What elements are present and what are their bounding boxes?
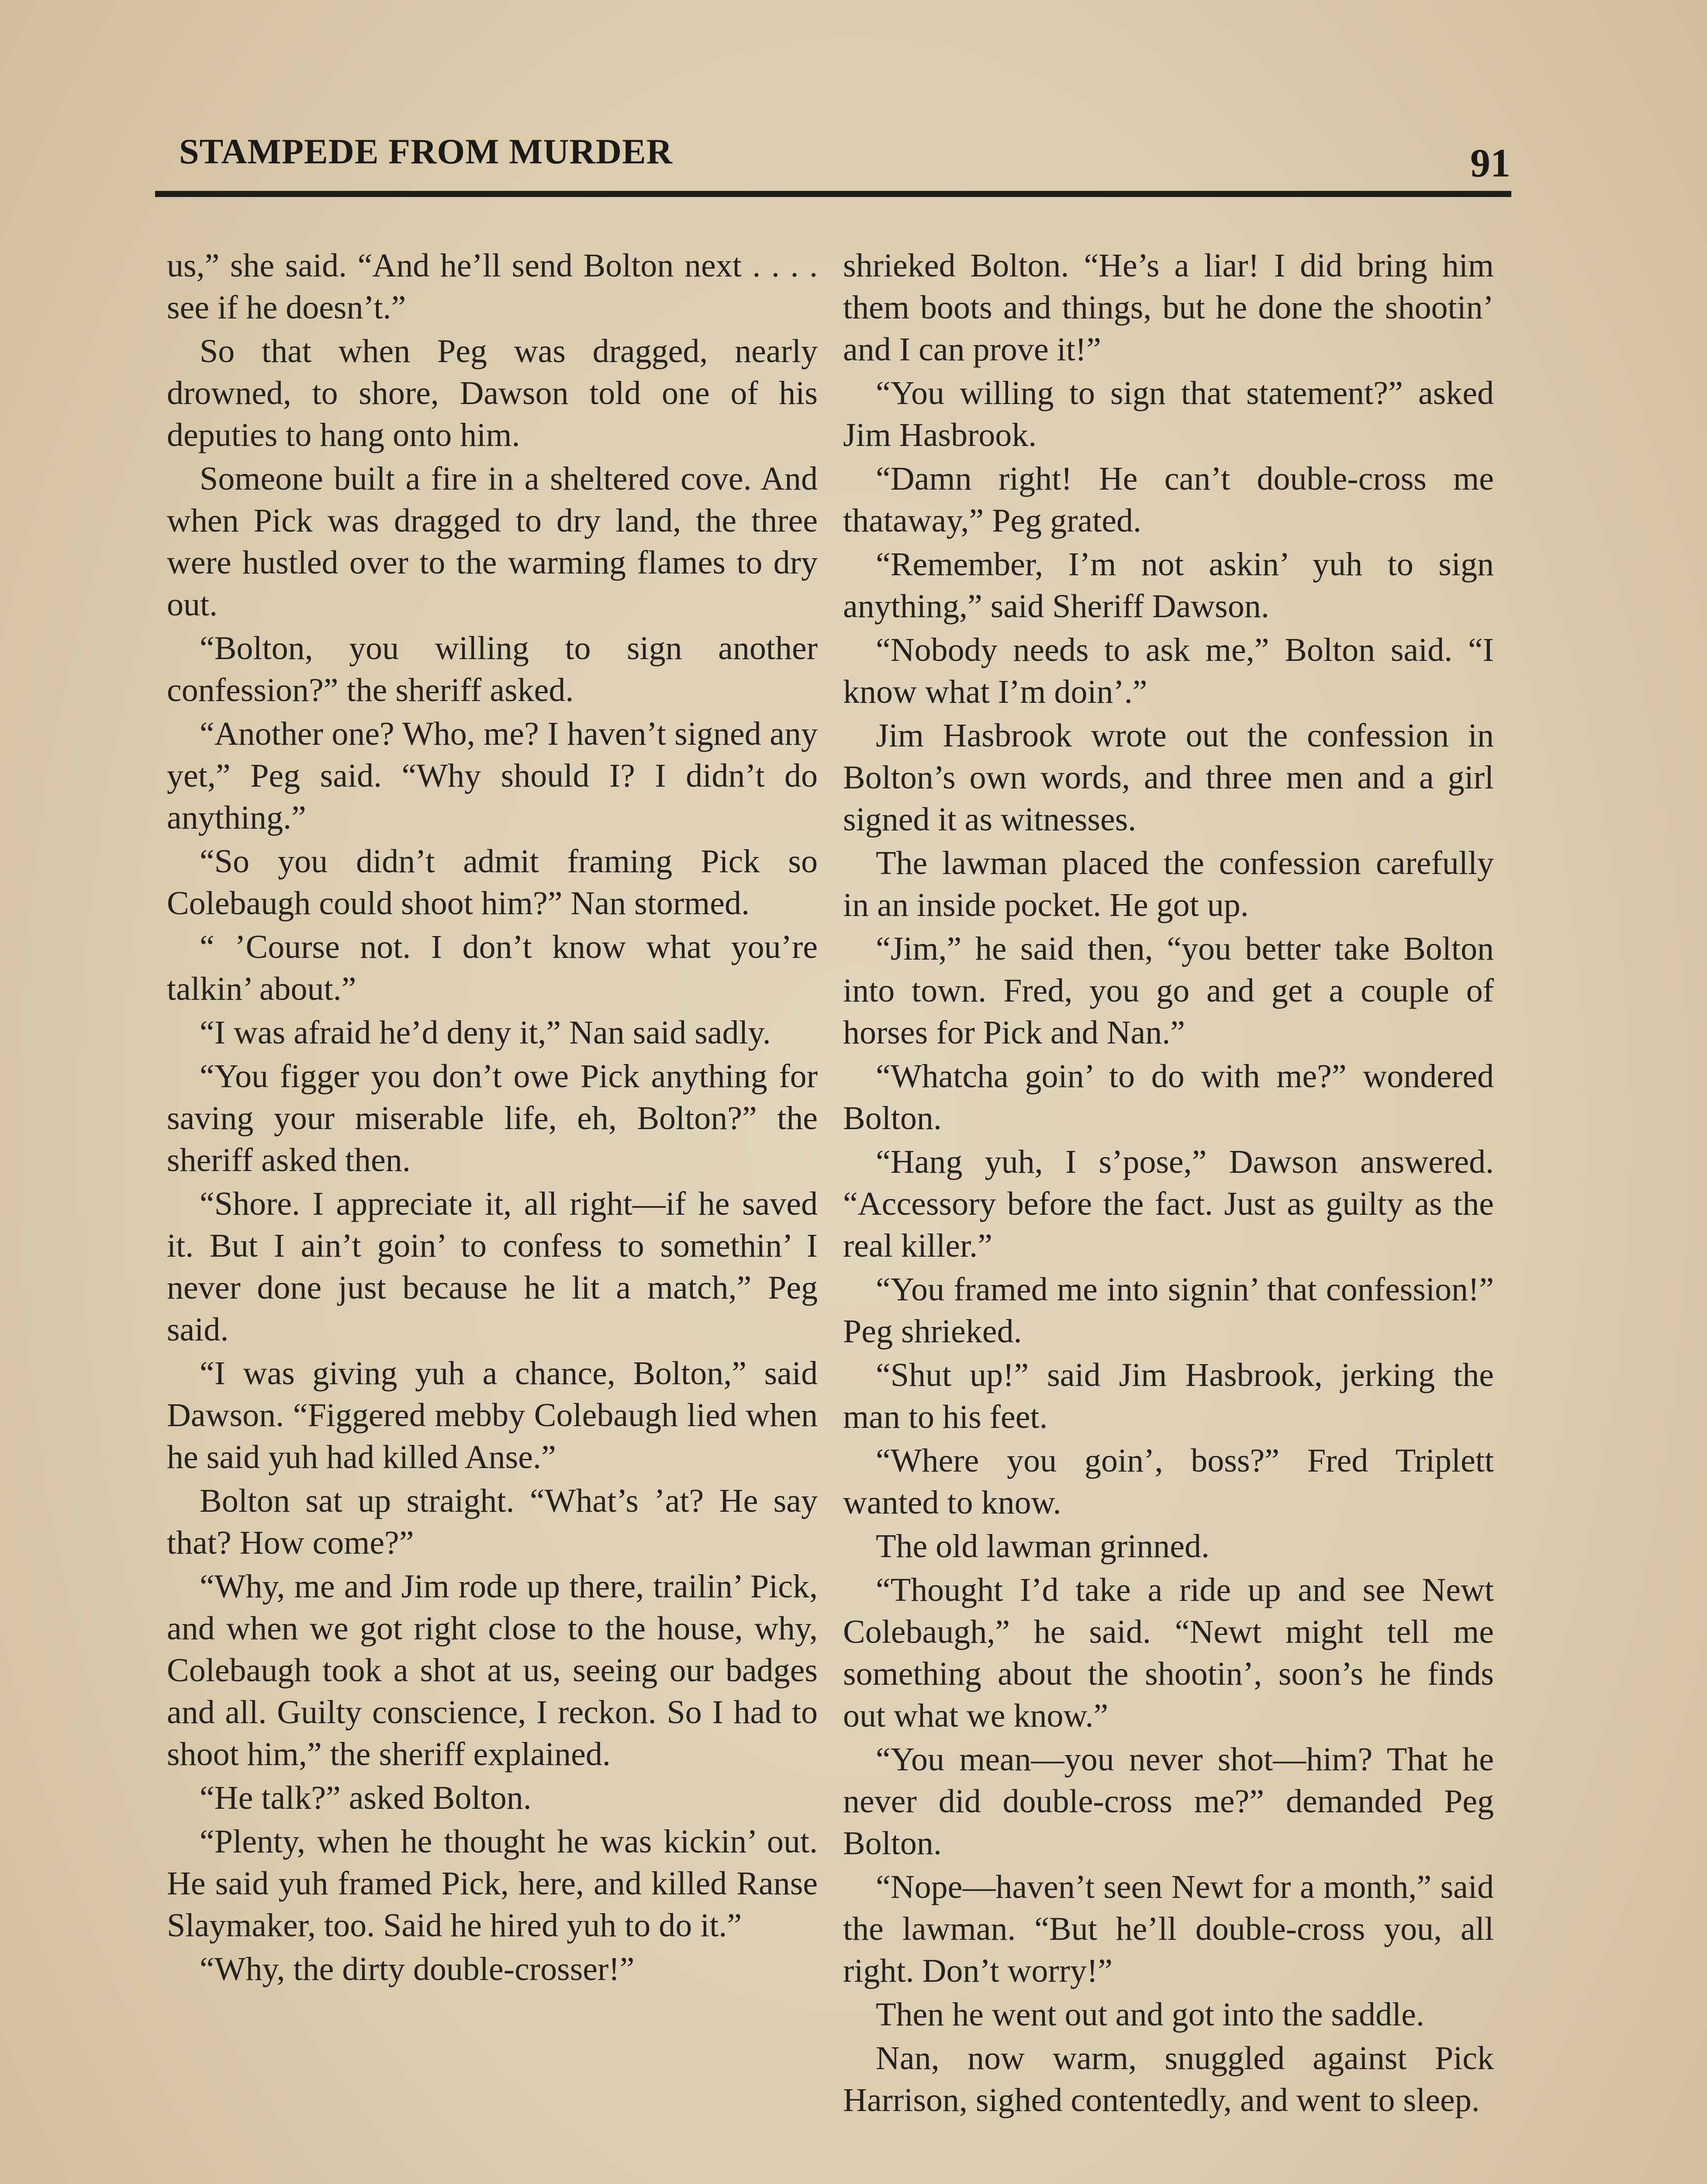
paragraph: “Thought I’d take a ride up and see Newt Colebaugh,” he said. “Newt might tell me something about the shootin’, soon’s he finds out what we know.”	[843, 1572, 1494, 1734]
paragraph: “I was afraid he’d deny it,” Nan said sadly.	[200, 1014, 771, 1051]
paragraph: Nan, now warm, snuggled against Pick Harrison, sighed contentedly, and went to sleep.	[843, 2040, 1494, 2118]
paragraph: “So you didn’t admit framing Pick so Colebaugh could shoot him?” Nan stormed.	[167, 843, 818, 922]
paragraph: “You willing to sign that statement?” asked Jim Hasbrook.	[843, 375, 1494, 453]
left-text-column	[167, 245, 818, 1992]
paragraph: shrieked Bolton. “He’s a liar! I did bring him them boots and things, but he done the shootin’ and I can prove it!”	[843, 247, 1494, 368]
paragraph: “Why, the dirty double-crosser!”	[200, 1951, 635, 1987]
paragraph: Bolton sat up straight. “What’s ’at? He say that? How come?”	[167, 1482, 818, 1561]
paragraph: “Jim,” he said then, “you better take Bolton into town. Fred, you go and get a couple of horses for Pick and Nan.”	[843, 930, 1494, 1051]
paragraph: “Bolton, you willing to sign another confession?” the sheriff asked.	[167, 630, 818, 708]
paragraph: The lawman placed the confession carefully in an inside pocket. He got up.	[843, 845, 1494, 923]
paragraph: So that when Peg was dragged, nearly drowned, to shore, Dawson told one of his deputies to hang onto him.	[167, 333, 818, 453]
running-header-title: STAMPEDE FROM MURDER	[179, 131, 673, 171]
paragraph: “Where you goin’, boss?” Fred Triplett wanted to know.	[843, 1442, 1494, 1521]
paragraph: “ ’Course not. I don’t know what you’re talkin’ about.”	[167, 929, 818, 1007]
paragraph: “You framed me into signin’ that confession!” Peg shrieked.	[843, 1271, 1494, 1350]
paragraph: “Hang yuh, I s’pose,” Dawson answered. “Accessory before the fact. Just as guilty as the real killer.”	[843, 1144, 1494, 1264]
paragraph: “Nope—haven’t seen Newt for a month,” said the lawman. “But he’ll double-cross you, all right. Don’t worry!”	[843, 1869, 1494, 1989]
paragraph: “I was giving yuh a chance, Bolton,” said Dawson. “Figgered mebby Colebaugh lied when he said yuh had killed Anse.”	[167, 1355, 818, 1476]
page-number: 91	[1470, 141, 1510, 185]
paragraph: us,” she said. “And he’ll send Bolton next . . . . see if he doesn’t.”	[167, 247, 818, 326]
paragraph: The old lawman grinned.	[876, 1528, 1210, 1565]
paragraph: “Damn right! He can’t double-cross me thataway,” Peg grated.	[843, 460, 1494, 539]
paragraph: “Whatcha goin’ to do with me?” wondered Bolton.	[843, 1058, 1494, 1137]
right-text-column	[843, 245, 1494, 2123]
header-rule	[155, 191, 1511, 197]
paragraph: “Shut up!” said Jim Hasbrook, jerking the man to his feet.	[843, 1357, 1494, 1435]
paragraph: Jim Hasbrook wrote out the confession in Bolton’s own words, and three men and a girl signed it as witnesses.	[843, 717, 1494, 838]
paragraph: “Nobody needs to ask me,” Bolton said. “I know what I’m doin’.”	[843, 632, 1494, 710]
paragraph: Then he went out and got into the saddle.	[876, 1996, 1424, 2033]
paragraph: “Plenty, when he thought he was kickin’ out. He said yuh framed Pick, here, and killed Ranse Slaymaker, too. Said he hired yuh to do it.”	[167, 1823, 818, 1944]
paragraph: “Remember, I’m not askin’ yuh to sign anything,” said Sheriff Dawson.	[843, 546, 1494, 625]
paragraph: “Why, me and Jim rode up there, trailin’ Pick, and when we got right close to the house, why, Colebaugh took a shot at us, seeing our badges and all. Guilty conscience, I reckon. So I had to shoot him,” the sheriff explained.	[167, 1568, 818, 1773]
paragraph: “Another one? Who, me? I haven’t signed any yet,” Peg said. “Why should I? I didn’t do anything.”	[167, 715, 818, 836]
paragraph: “He talk?” asked Bolton.	[200, 1780, 532, 1816]
paragraph: “You figger you don’t owe Pick anything for saving your miserable life, eh, Bolton?” the sheriff asked then.	[167, 1058, 818, 1178]
paragraph: “Shore. I appreciate it, all right—if he saved it. But I ain’t goin’ to confess to somethin’ I never done just because he lit a match,” Peg said.	[167, 1185, 818, 1348]
paragraph: “You mean—you never shot—him? That he never did double-cross me?” demanded Peg Bolton.	[843, 1741, 1494, 1862]
paragraph: Someone built a fire in a sheltered cove. And when Pick was dragged to dry land, the three were hustled over to the warming flames to dry out.	[167, 460, 818, 623]
